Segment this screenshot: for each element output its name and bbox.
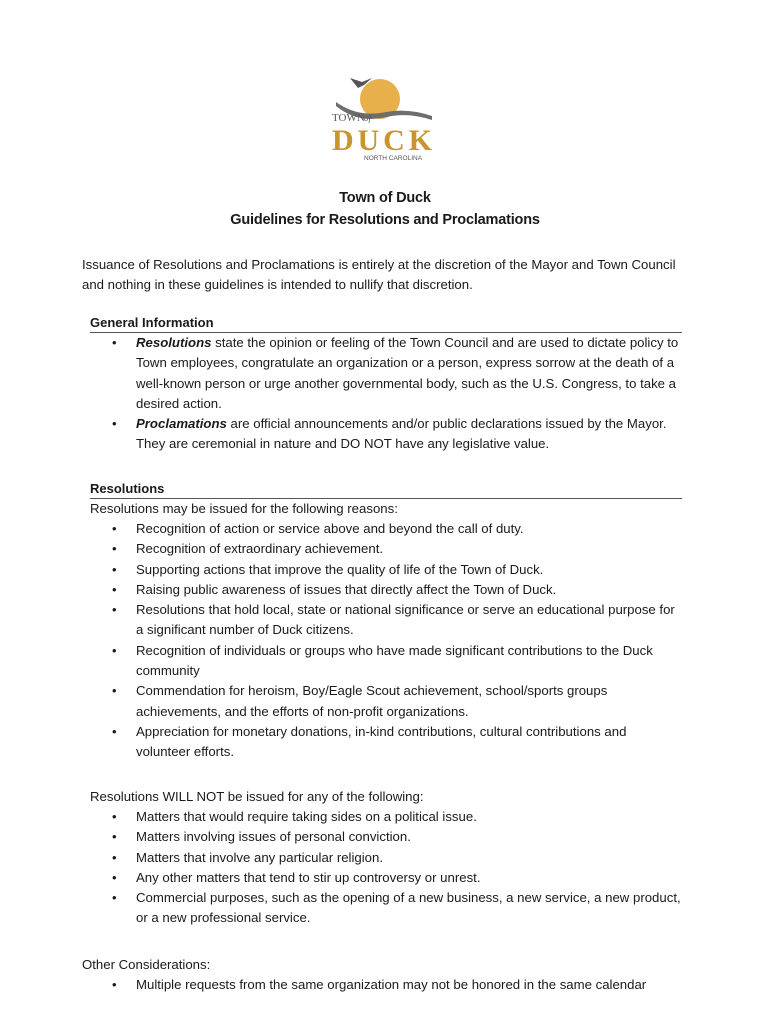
logo-state-text: NORTH CAROLINA [364, 155, 423, 162]
town-logo-graphic [328, 72, 440, 164]
bullet-icon: • [112, 581, 117, 597]
bullet-icon: • [112, 809, 117, 824]
logo-of-text: of [364, 113, 372, 123]
general-information-section [90, 314, 682, 455]
definition-term: Proclamations [136, 416, 227, 432]
bullet-icon: • [112, 849, 117, 865]
list-item-text: Matters that would require taking sides on a political issue. [136, 809, 477, 824]
list-item-text: Any other matters that tend to stir up controversy or unrest. [136, 869, 481, 885]
list-item-text: Commercial purposes, such as the opening of a new business, a new service, a new product, or a new professional service. [136, 890, 681, 926]
bullet-icon: • [112, 869, 117, 885]
bullet-icon: • [112, 723, 117, 739]
resolutions-section [90, 480, 682, 763]
not-issued-section [90, 787, 682, 929]
general-information-heading: General Information [90, 314, 682, 333]
document-title: Town of Duck [339, 190, 431, 206]
bullet-icon: • [112, 829, 117, 845]
list-item [90, 641, 682, 682]
list-item [90, 600, 682, 641]
resolutions-heading: Resolutions [90, 480, 682, 499]
list-item [90, 888, 682, 929]
list-item [90, 868, 682, 888]
list-item [90, 848, 682, 868]
list-item [82, 975, 674, 995]
list-item-text: Matters that involve any particular religion. [136, 849, 384, 865]
logo-duck-text: DUCK [332, 124, 432, 157]
list-item [90, 681, 682, 722]
list-item-text: Recognition of action or service above and beyond the call of duty. [136, 521, 524, 536]
list-item [90, 333, 682, 414]
definition-term: Resolutions [136, 335, 212, 350]
bullet-icon: • [112, 642, 117, 658]
list-item-text: Commendation for heroism, Boy/Eagle Scout achievement, school/sports groups achievements, and the efforts of non-profit organizations. [136, 683, 608, 719]
list-item [90, 827, 682, 847]
list-item-text: Appreciation for monetary donations, in-kind contributions, cultural contributions and volunteer efforts. [136, 723, 627, 760]
definition-text: are official announcements and/or public declarations issued by the Mayor. They are ceremonial in nature and DO NOT have any legislative value. [136, 416, 667, 452]
list-item [90, 722, 682, 763]
logo-town-text: TOWN [332, 112, 365, 124]
bullet-icon: • [112, 335, 117, 350]
list-item-text: Resolutions that hold local, state or national significance or serve an educational purpose for a significant number of Duck citizens. [136, 602, 675, 638]
bullet-icon: • [112, 890, 117, 906]
intro-paragraph: Issuance of Resolutions and Proclamations is entirely at the discretion of the Mayor and Town Council and nothing in these guidelines is intended to nullify that discretion. [82, 257, 676, 292]
bullet-icon: • [112, 416, 117, 432]
other-considerations-list [82, 975, 674, 995]
bullet-icon: • [112, 561, 117, 577]
other-considerations-section [82, 955, 674, 995]
not-issued-list [90, 807, 682, 929]
bullet-icon: • [112, 521, 117, 536]
bullet-icon: • [112, 602, 117, 618]
bullet-icon: • [112, 541, 117, 557]
general-information-list [90, 333, 682, 455]
document-subtitle: Guidelines for Resolutions and Proclamations [230, 212, 540, 228]
list-item [90, 539, 682, 559]
list-item-text: Recognition of individuals or groups who have made significant contributions to the Duck community [136, 642, 653, 679]
list-item [90, 580, 682, 600]
list-item-text: Matters involving issues of personal conviction. [136, 829, 411, 845]
list-item [90, 414, 682, 455]
other-considerations-lead: Other Considerations: [82, 957, 211, 972]
definition-text: state the opinion or feeling of the Town Council and are used to dictate policy to Town employees, congratulate an organization or a person, express sorrow at the death of a well-known person or urge another governmental body, such as the U.S. Congress, to take a desired action. [136, 335, 679, 411]
bullet-icon: • [112, 683, 117, 699]
resolutions-lead: Resolutions may be issued for the following reasons: [90, 501, 398, 516]
town-of-duck-logo [328, 72, 440, 164]
list-item-text: Raising public awareness of issues that directly affect the Town of Duck. [136, 581, 557, 597]
bullet-icon: • [112, 977, 117, 992]
resolutions-reasons-list [90, 519, 682, 763]
list-item-text: Recognition of extraordinary achievement. [136, 541, 384, 557]
list-item [90, 519, 682, 539]
list-item [90, 560, 682, 580]
list-item [90, 807, 682, 827]
list-item-text: Supporting actions that improve the quality of life of the Town of Duck. [136, 561, 544, 577]
not-issued-lead: Resolutions WILL NOT be issued for any of the following: [90, 789, 424, 804]
list-item-text: Multiple requests from the same organization may not be honored in the same calendar [136, 977, 647, 992]
